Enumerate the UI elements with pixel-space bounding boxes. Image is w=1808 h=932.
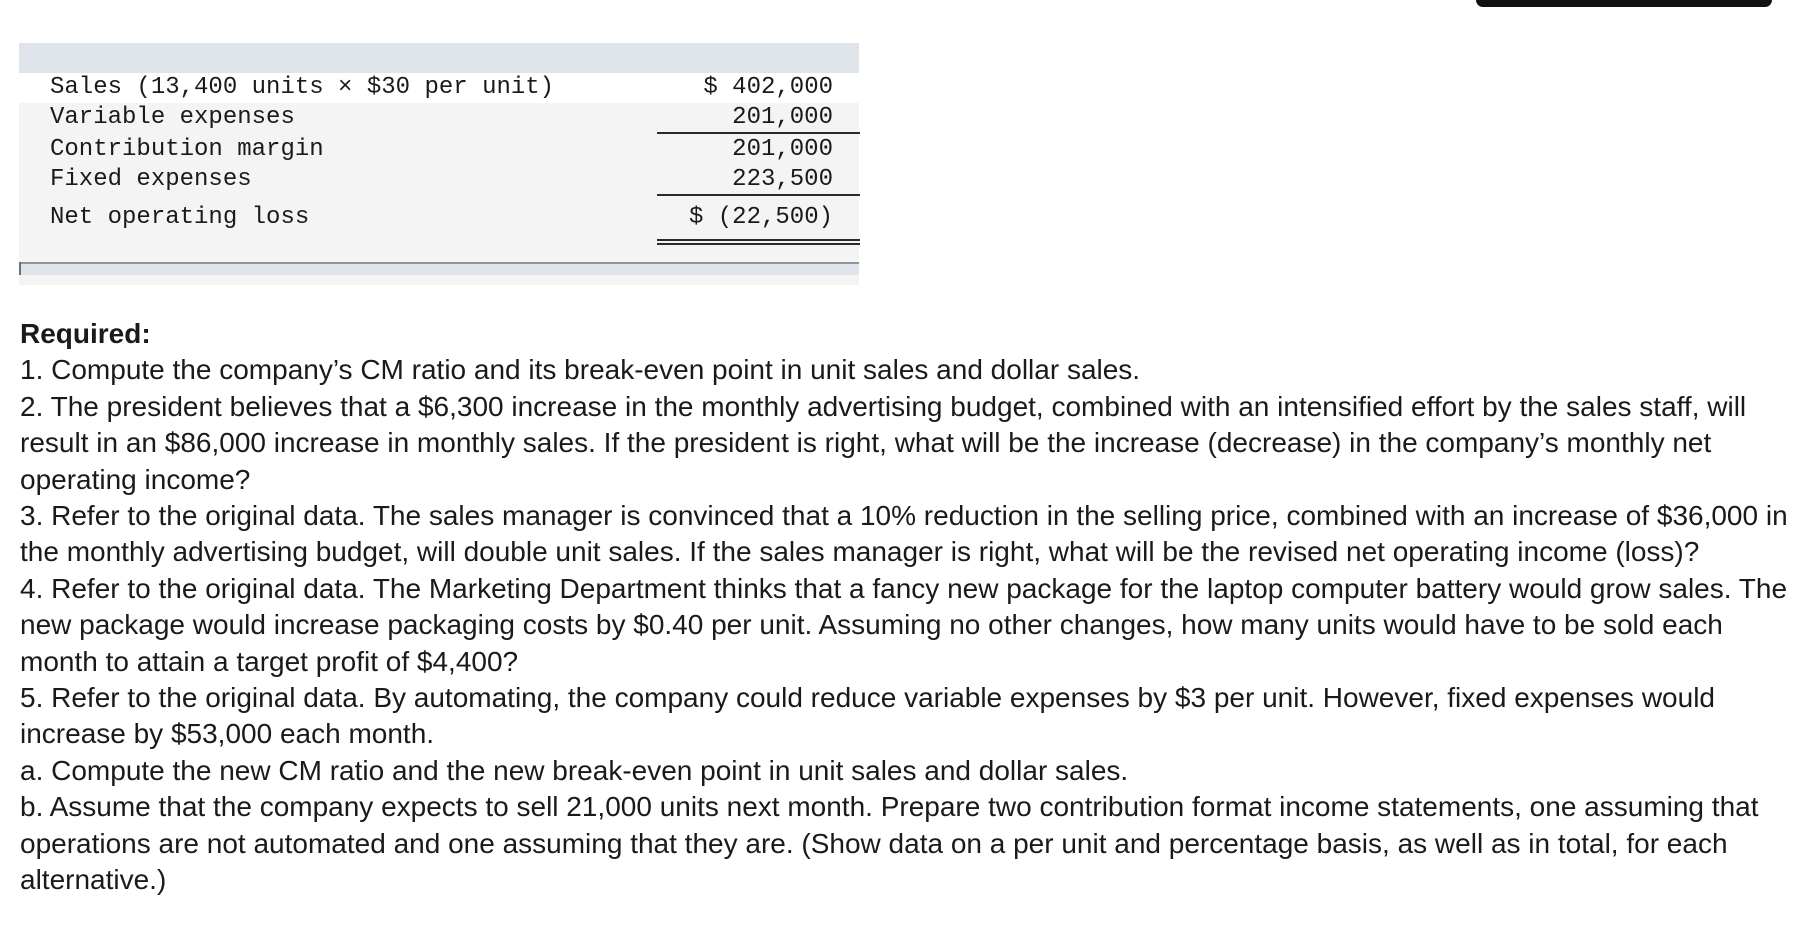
row-amount: 223,500	[732, 166, 833, 193]
row-amount: $ 402,000	[703, 74, 833, 101]
double-underline-bottom	[657, 243, 860, 245]
row-amount: $ (22,500)	[688, 204, 833, 231]
requirement-2: 2. The president believes that a $6,300 increase in the monthly advertising budget, combined with an intensified effort by the sales staff, will result in an $86,000 increase in monthly sales. If the president is right, what will be the increase (decrease) in the company’s monthly net operating income?	[20, 390, 1747, 495]
requirement-1: 1. Compute the company’s CM ratio and its break-even point in unit sales and dollar sales.	[20, 354, 1141, 386]
double-underline-top	[657, 239, 860, 241]
requirement-5b: b. Assume that the company expects to sell 21,000 units next month. Prepare two contribution format income statements, one assuming that operations are not automated and one assuming that they are. (Show data on a per unit and percentage basis, as well as in total, for each alternative.)	[20, 791, 1759, 896]
row-label: Contribution margin	[50, 136, 324, 163]
row-label: Variable expenses	[50, 104, 295, 131]
single-underline	[657, 194, 860, 196]
row-label: Fixed expenses	[50, 166, 252, 193]
table-header-band	[19, 43, 859, 73]
requirement-4: 4. Refer to the original data. The Marketing Department thinks that a fancy new package for the laptop computer battery would grow sales. The new package would increase packaging costs by $0.40 per unit. Assuming no other changes, how many units would have to be sold each month to attain a target profit of $4,400?	[20, 572, 1788, 677]
income-statement-table	[19, 43, 859, 275]
row-amount: 201,000	[732, 104, 833, 131]
requirement-5: 5. Refer to the original data. By automating, the company could reduce variable expenses by $3 per unit. However, fixed expenses would increase by $53,000 each month.	[20, 682, 1715, 750]
required-section	[20, 316, 1790, 899]
row-label: Net operating loss	[50, 204, 310, 231]
row-label: Sales (13,400 units × $30 per unit)	[50, 74, 555, 101]
single-underline	[657, 132, 860, 134]
requirement-3: 3. Refer to the original data. The sales manager is convinced that a 10% reduction in the selling price, combined with an increase of $36,000 in the monthly advertising budget, will double unit sales. If the sales manager is right, what will be the revised net operating income (loss)?	[20, 500, 1788, 568]
required-heading: Required:	[20, 318, 151, 349]
table-footer-band	[19, 262, 859, 275]
requirement-5a: a. Compute the new CM ratio and the new break-even point in unit sales and dollar sales.	[20, 754, 1129, 786]
row-amount: 201,000	[732, 136, 833, 163]
top-toolbar-edge	[1476, 0, 1772, 7]
footer-edge-mark	[19, 262, 21, 275]
